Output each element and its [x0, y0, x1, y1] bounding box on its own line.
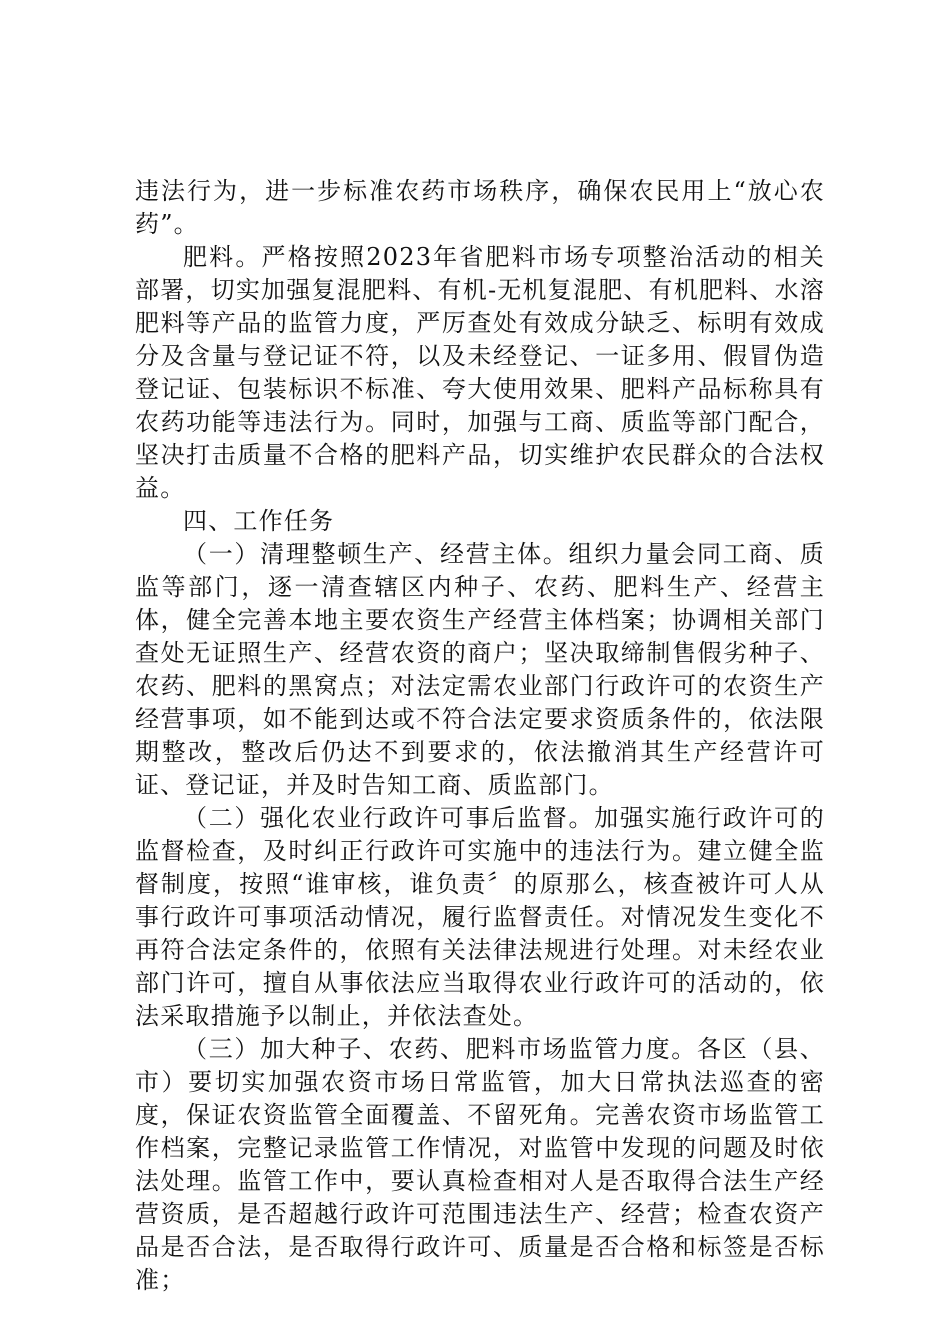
paragraph-pesticide-continuation: 违法行为，进一步标准农药市场秩序，确保农民用上“放心农药”。 [135, 177, 825, 238]
section-heading-work-tasks: 四、工作任务 [183, 507, 335, 535]
paragraph-task-1: （一）清理整顿生产、经营主体。组织力量会同工商、质监等部门，逐一清查辖区内种子、农药、肥料生产、经营主体，健全完善本地主要农资生产经营主体档案；协调相关部门查处无证照生产、经营农资的商户；坚决取缔制售假劣种子、农药、肥料的黑窝点；对法定需农业部门行政许可的农资生产经营事项，如不能到达或不符合法定要求资质条件的，依法限期整改，整改后仍达不到要求的，依法撤消其生产经营许可证、登记证，并及时告知工商、质监部门。 [135, 540, 825, 799]
paragraph-fertilizer: 肥料。严格按照2023年省肥料市场专项整治活动的相关部署，切实加强复混肥料、有机-无机复混肥、有机肥料、水溶肥料等产品的监管力度，严厉查处有效成分缺乏、标明有效成分及含量与登记证不符，以及未经登记、一证多用、假冒伪造登记证、包装标识不标准、夸大使用效果、肥料产品标称具有农药功能等违法行为。同时，加强与工商、质监等部门配合，坚决打击质量不合格的肥料产品，切实维护农民群众的合法权益。 [135, 243, 825, 502]
paragraph-task-3: （三）加大种子、农药、肥料市场监管力度。各区（县、市）要切实加强农资市场日常监管，加大日常执法巡查的密度，保证农资监管全面覆盖、不留死角。完善农资市场监管工作档案，完整记录监管工作情况，对监管中发现的问题及时依法处理。监管工作中，要认真检查相对人是否取得合法生产经营资质，是否超越行政许可范围违法生产、经营；检查农资产品是否合法，是否取得行政许可、质量是否合格和标签是否标准； [135, 1035, 825, 1294]
paragraph-task-2: （二）强化农业行政许可事后监督。加强实施行政许可的监督检查，及时纠正行政许可实施中的违法行为。建立健全监督制度，按照“谁审核，谁负责〞的原那么，核查被许可人从事行政许可事项活动情况，履行监督责任。对情况发生变化不再符合法定条件的，依照有关法律法规进行处理。对未经农业部门许可，擅自从事依法应当取得农业行政许可的活动的，依法采取措施予以制止，并依法查处。 [135, 804, 825, 1030]
document-body [135, 175, 825, 1297]
